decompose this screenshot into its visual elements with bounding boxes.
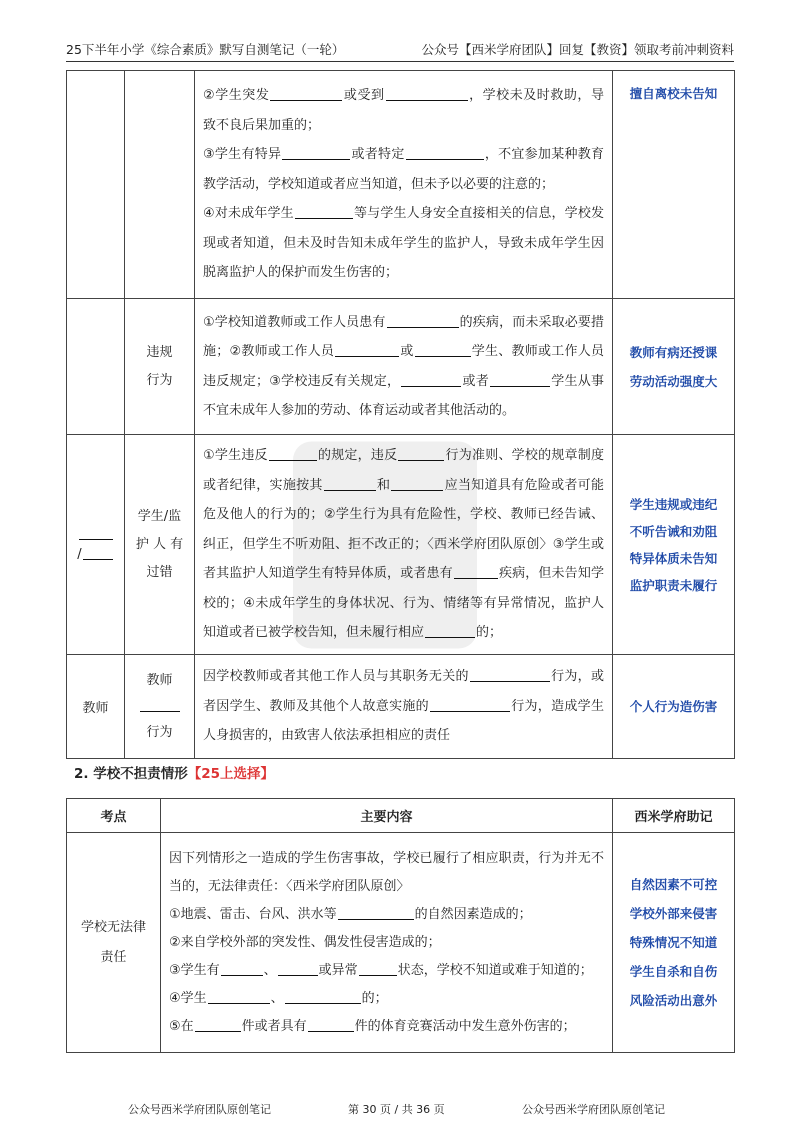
cell-empty [67,299,125,435]
header-left: 25下半年小学《综合素质》默写自测笔记（一轮） [66,42,345,57]
fill-blank[interactable] [359,961,397,976]
memo-cell: 自然因素不可控 学校外部来侵害 特殊情况不知道 学生自杀和自伤 风险活动出意外 [613,833,735,1053]
fill-blank[interactable] [406,145,484,160]
section-tag: 【25上选择】 [187,766,275,782]
footer-right: 公众号西米学府团队原创笔记 [522,1103,665,1116]
fill-blank[interactable] [425,623,475,638]
fill-blank[interactable] [490,372,550,387]
cell-empty [125,71,195,299]
memo-cell: 个人行为造伤害 [613,655,735,759]
memo-cell: 教师有病还授课 劳动活动强度大 [613,299,735,435]
row-left-label: 教师 [67,655,125,759]
fill-blank[interactable] [387,313,459,328]
table-header-row [67,799,735,833]
fill-blank[interactable] [285,989,361,1004]
fill-blank[interactable] [470,667,550,682]
fill-blank[interactable] [83,545,113,560]
header-right: 公众号【西米学府团队】回复【教资】领取考前冲刺资料 [421,42,734,57]
liability-table [66,70,735,759]
fill-blank[interactable] [208,989,270,1004]
fill-blank[interactable] [386,86,468,101]
fill-blank[interactable] [195,1017,241,1032]
column-header: 主要内容 [161,799,613,833]
row-label: 学校无法律 责任 [67,833,161,1053]
row-content: ①学生违反 的规定，违反 行为准则、学校的规章制度或者纪律，实施按其 和 应当知道具有危险或者可能危及他人的行为的；②学生行为具有危险性，学校、教师已经告诫、纠正，但学生不听劝阻、拒不改正的；〈西米学府团队原创〉③学生或者其监护人知道学生有特异体质，或者患有 疾病，但未告知学校的；④未成年学生的身体状况、行为、情绪等有异常情况，监护人知道或者已被学校告知，但未履行相应 的； [195,435,613,655]
fill-blank[interactable] [221,961,263,976]
section-heading: 2. 学校不担责情形【25上选择】 [74,766,275,782]
fill-blank[interactable] [270,86,342,101]
fill-blank[interactable] [324,476,376,491]
row-left-blank: / [67,435,125,655]
cell-empty [67,71,125,299]
memo-cell: 擅自离校未告知 [613,71,735,299]
row-label: 教师 行为 [125,655,195,759]
row-content: 因学校教师或者其他工作人员与其职务无关的 行为，或者因学生、教师及其他个人故意实施的 行为，造成学生人身损害的，由致害人依法承担相应的责任 [195,655,613,759]
fill-blank[interactable] [391,476,443,491]
row-content: ①学校知道教师或工作人员患有 的疾病，而未采取必要措施；②教师或工作人员 或 学生、教师或工作人员违反规定；③学校违反有关规定， 或者 学生从事不宜未成年人参加的劳动、体育运动或者其他活动的。 [195,299,613,435]
fill-blank[interactable] [401,372,461,387]
no-liability-table [66,798,735,1053]
row-label: 学生/监 护 人 有 过错 [125,435,195,655]
memo-cell: 学生违规或违纪 不听告诫和劝阻 特异体质未告知 监护职责未履行 [613,435,735,655]
fill-blank[interactable] [278,961,318,976]
fill-blank[interactable] [269,446,317,461]
table-row [67,435,735,655]
fill-blank[interactable] [335,342,399,357]
fill-blank[interactable] [454,564,498,579]
fill-blank[interactable] [308,1017,354,1032]
fill-blank[interactable] [430,697,510,712]
fill-blank[interactable] [295,204,353,219]
page-header [66,34,734,62]
table-row [67,71,735,299]
fill-blank[interactable] [338,905,414,920]
fill-blank[interactable] [415,342,471,357]
row-label: 违规 行为 [125,299,195,435]
fill-blank[interactable] [79,525,113,540]
fill-blank[interactable] [140,697,180,712]
column-header: 考点 [67,799,161,833]
row-content: ②学生突发 或受到 ，学校未及时救助，导致不良后果加重的； ③学生有特异 或者特定 ，不宜参加某种教育教学活动，学校知道或者应当知道，但未予以必要的注意的； ④对未成年学生 等与学生人身安全直接相关的信息，学校发现或者知道，但未及时告知未成年学生的监护人，导致未成年学生因脱离监护人的保护而发生伤害的； [195,71,613,299]
table-row [67,299,735,435]
page-number: 第 30 页 / 共 36 页 [348,1103,445,1116]
fill-blank[interactable] [398,446,444,461]
table-row [67,655,735,759]
fill-blank[interactable] [282,145,350,160]
column-header: 西米学府助记 [613,799,735,833]
table-row [67,833,735,1053]
row-content: 因下列情形之一造成的学生伤害事故，学校已履行了相应职责，行为并无不当的，无法律责任：〈西米学府团队原创〉 ①地震、雷击、台风、洪水等 的自然因素造成的； ②来自学校外部的突发性、偶发性侵害造成的； ③学生有 、 或异常 状态，学校不知道或难于知道的； ④学生 、 的； ⑤在 件或者具有 件的体育竞赛活动中发生意外伤害的； [161,833,613,1053]
footer-left: 公众号西米学府团队原创笔记 [128,1103,271,1116]
